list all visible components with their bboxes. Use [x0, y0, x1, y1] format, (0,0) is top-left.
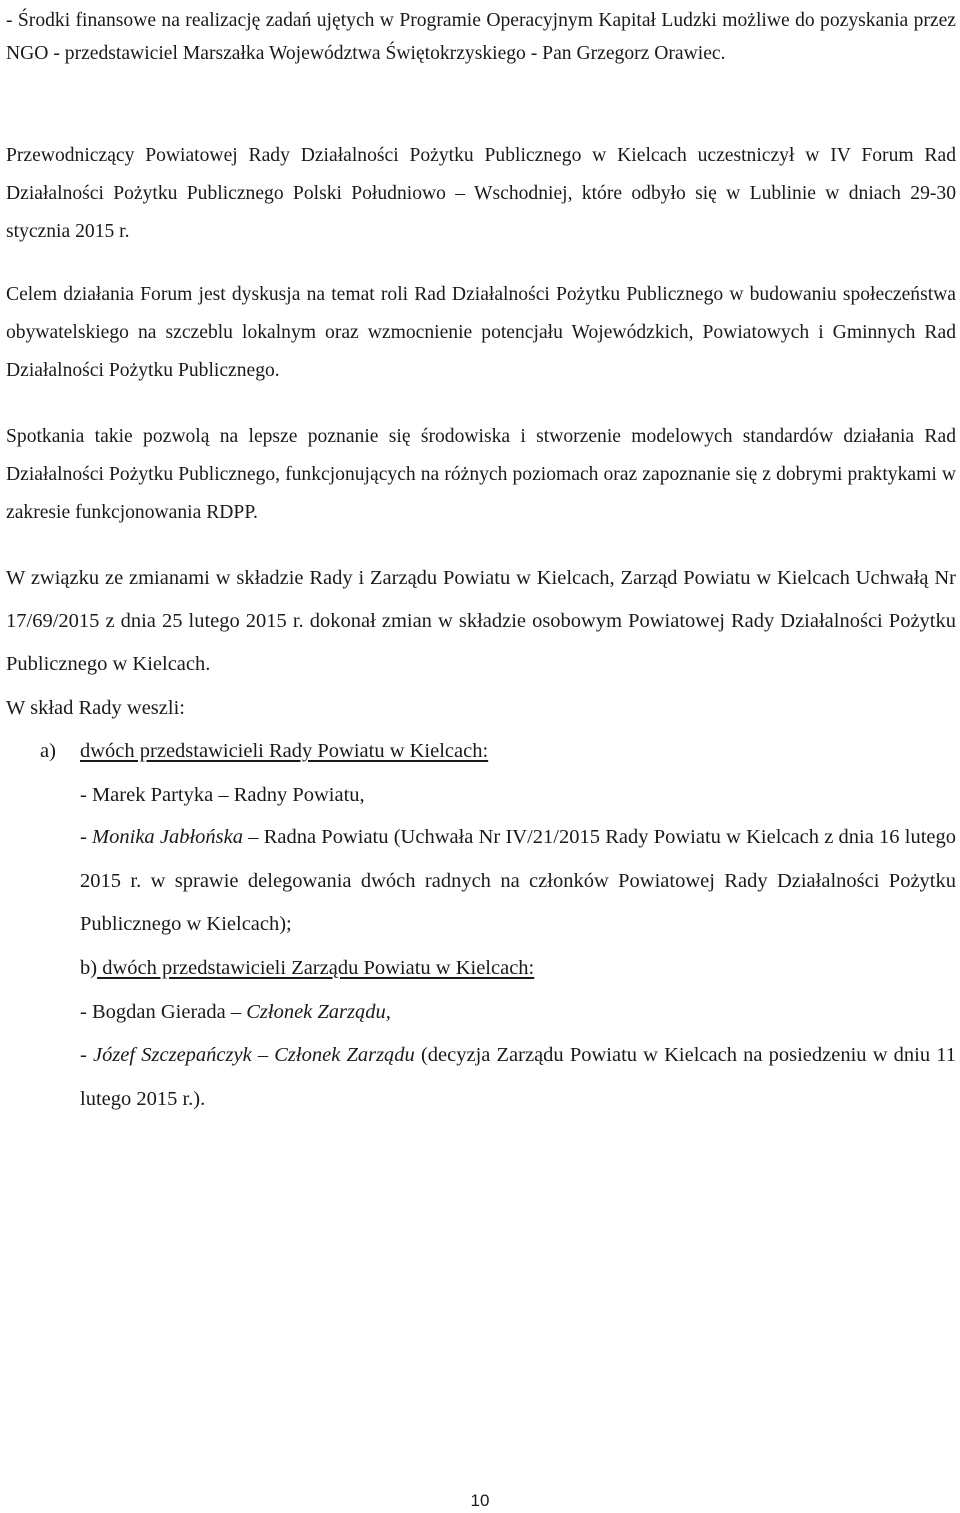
section-a-member-1: - Marek Partyka – Radny Powiatu, [80, 784, 365, 806]
section-a-title: dwóch przedstawicieli Rady Powiatu w Kielcach: [80, 740, 489, 762]
paragraph-forum-goal: Celem działania Forum jest dyskusja na temat roli Rad Działalności Pożytku Publicznego w budowaniu społeczeństwa obywatelskiego na szczeblu lokalnym oraz wzmocnienie potencjału Wojewódzkich, Powiatowych i Gminnych Rad Działalności Pożytku Publicznego. [6, 284, 956, 381]
section-a-member-2 [80, 816, 956, 947]
section-b-marker: b) [80, 957, 98, 979]
section-b-member-1-role: Członek Zarządu, [246, 1001, 391, 1023]
section-b-member-2-prefix: - [80, 1044, 93, 1066]
paragraph-forum-participation: Przewodniczący Powiatowej Rady Działalności Pożytku Publicznego w Kielcach uczestniczył w IV Forum Rad Działalności Pożytku Publicznego Polski Południowo – Wschodniej, które odbyło się w Lublinie w dniach 29-30 stycznia 2015 r. [6, 145, 956, 242]
section-b-member-2 [80, 1034, 956, 1121]
paragraph-funding: - Środki finansowe na realizację zadań ujętych w Programie Operacyjnym Kapitał Ludzki możliwe do pozyskania przez NGO - przedstawiciel Marszałka Województwa Świętokrzyskiego - Pan Grzegorz Orawiec. [6, 10, 956, 64]
section-b-member-2-name-role: Józef Szczepańczyk – Członek Zarządu [92, 1044, 415, 1066]
section-a-member-2-name: Monika Jabłońska [92, 826, 244, 848]
section-a-member-2-prefix: - [80, 826, 93, 848]
page-number: 10 [470, 1491, 490, 1510]
section-b-heading [80, 953, 534, 983]
section-b-title: dwóch przedstawicieli Zarządu Powiatu w Kielcach: [97, 957, 535, 979]
section-a-member-2-rest: – Radna Powiatu (Uchwała Nr IV/21/2015 Rady Powiatu w Kielcach z dnia 16 lutego 2015 r. w sprawie delegowania dwóch radnych na członków Powiatowej Rady Działalności Pożytku Publicznego w Kielcach); [80, 826, 956, 935]
section-b-member-1-prefix: - Bogdan Gierada – [80, 1001, 247, 1023]
composition-heading: W skład Rady weszli: [6, 697, 185, 719]
section-a-marker: a) [40, 740, 56, 762]
section-b-member-1 [80, 997, 391, 1027]
section-b-member-2-rest: (decyzja Zarządu Powiatu w Kielcach na posiedzeniu w dniu 11 lutego 2015 r.). [80, 1044, 956, 1110]
paragraph-composition-changes: W związku ze zmianami w składzie Rady i Zarządu Powiatu w Kielcach, Zarząd Powiatu w Kielcach Uchwałą Nr 17/69/2015 z dnia 25 lutego 2015 r. dokonał zmian w składzie osobowym Powiatowej Rady Działalności Pożytku Publicznego w Kielcach. [6, 567, 956, 675]
paragraph-meetings: Spotkania takie pozwolą na lepsze poznanie się środowiska i stworzenie modelowych standardów działania Rad Działalności Pożytku Publicznego, funkcjonujących na różnych poziomach oraz zapoznanie się z dobrymi praktykami w zakresie funkcjonowania RDPP. [6, 426, 956, 523]
